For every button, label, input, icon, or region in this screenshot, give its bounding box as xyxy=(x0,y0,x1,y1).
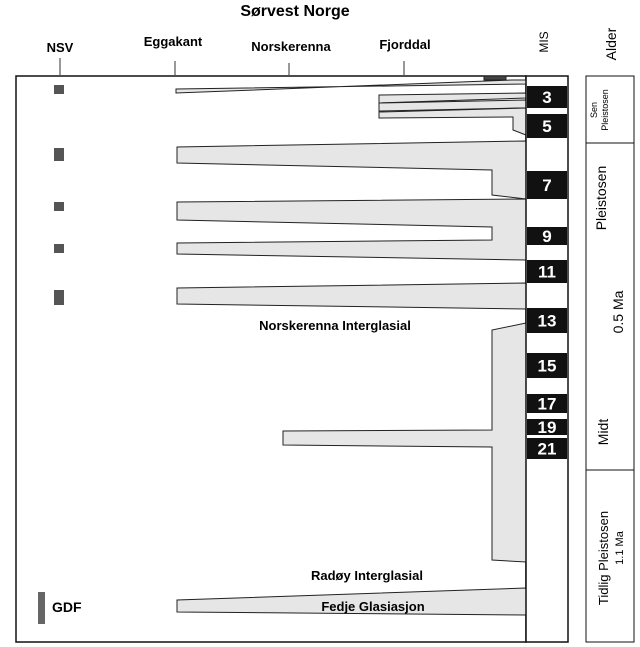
wedge-mis8-10 xyxy=(177,199,526,260)
wedge-mis4-fjord xyxy=(379,108,526,135)
column-label-eggakant: Eggakant xyxy=(143,34,203,49)
age-sen-line2: Pleistosen xyxy=(600,89,610,131)
age-pleistosen: Pleistosen xyxy=(593,165,609,231)
nsv-block xyxy=(54,290,64,305)
mis-stage-label: 17 xyxy=(537,394,557,414)
column-label-nsv: NSV xyxy=(46,40,74,55)
radoy-interglasial-label: Radøy Interglasial xyxy=(311,568,423,583)
column-label-norskerenna: Norskerenna xyxy=(251,39,331,54)
mis-stage-label: 9 xyxy=(542,227,552,246)
age-sen-line1: Sen xyxy=(589,101,599,119)
gdf-marker xyxy=(38,592,45,624)
mis-stage-label: 11 xyxy=(538,262,556,282)
wedge-mis16-22 xyxy=(283,323,526,562)
nsv-block xyxy=(54,202,64,211)
mis-header: MIS xyxy=(537,31,551,53)
nsv-block xyxy=(54,148,64,161)
alder-header: Alder xyxy=(603,27,619,61)
mis-stage-label: 21 xyxy=(537,439,557,459)
column-label-fjorddal: Fjorddal xyxy=(379,37,431,52)
norskerenna-interglasial-label: Norskerenna Interglasial xyxy=(259,318,411,333)
wedge-mis12 xyxy=(177,283,526,309)
nsv-blocks xyxy=(54,85,64,305)
age-tidlig-line2: 1.1 Ma xyxy=(614,531,626,565)
mis-stage-label: 5 xyxy=(542,117,552,136)
age-0-5-ma: 0.5 Ma xyxy=(610,290,626,334)
age-midt: Midt xyxy=(595,418,611,446)
mis-stage-label: 3 xyxy=(542,88,552,107)
nsv-block xyxy=(54,85,64,94)
age-tidlig-line1: Tidlig Pleistosen xyxy=(596,510,611,606)
mis-stage-label: 15 xyxy=(537,356,557,376)
fedje-glasiasjon-label: Fedje Glasiasjon xyxy=(321,599,425,614)
wedge-mis2-cap xyxy=(484,76,506,80)
mis-stage-label: 7 xyxy=(542,176,552,195)
diagram-title: Sørvest Norge xyxy=(240,3,350,20)
wedge-mis6 xyxy=(177,141,526,199)
mis-stage-label: 13 xyxy=(537,311,557,331)
mis-stage-label: 19 xyxy=(537,418,557,437)
glacial-wedges xyxy=(176,76,526,615)
nsv-block xyxy=(54,244,64,253)
wedge-mis2-shelf xyxy=(176,76,526,93)
gdf-label: GDF xyxy=(52,599,82,615)
